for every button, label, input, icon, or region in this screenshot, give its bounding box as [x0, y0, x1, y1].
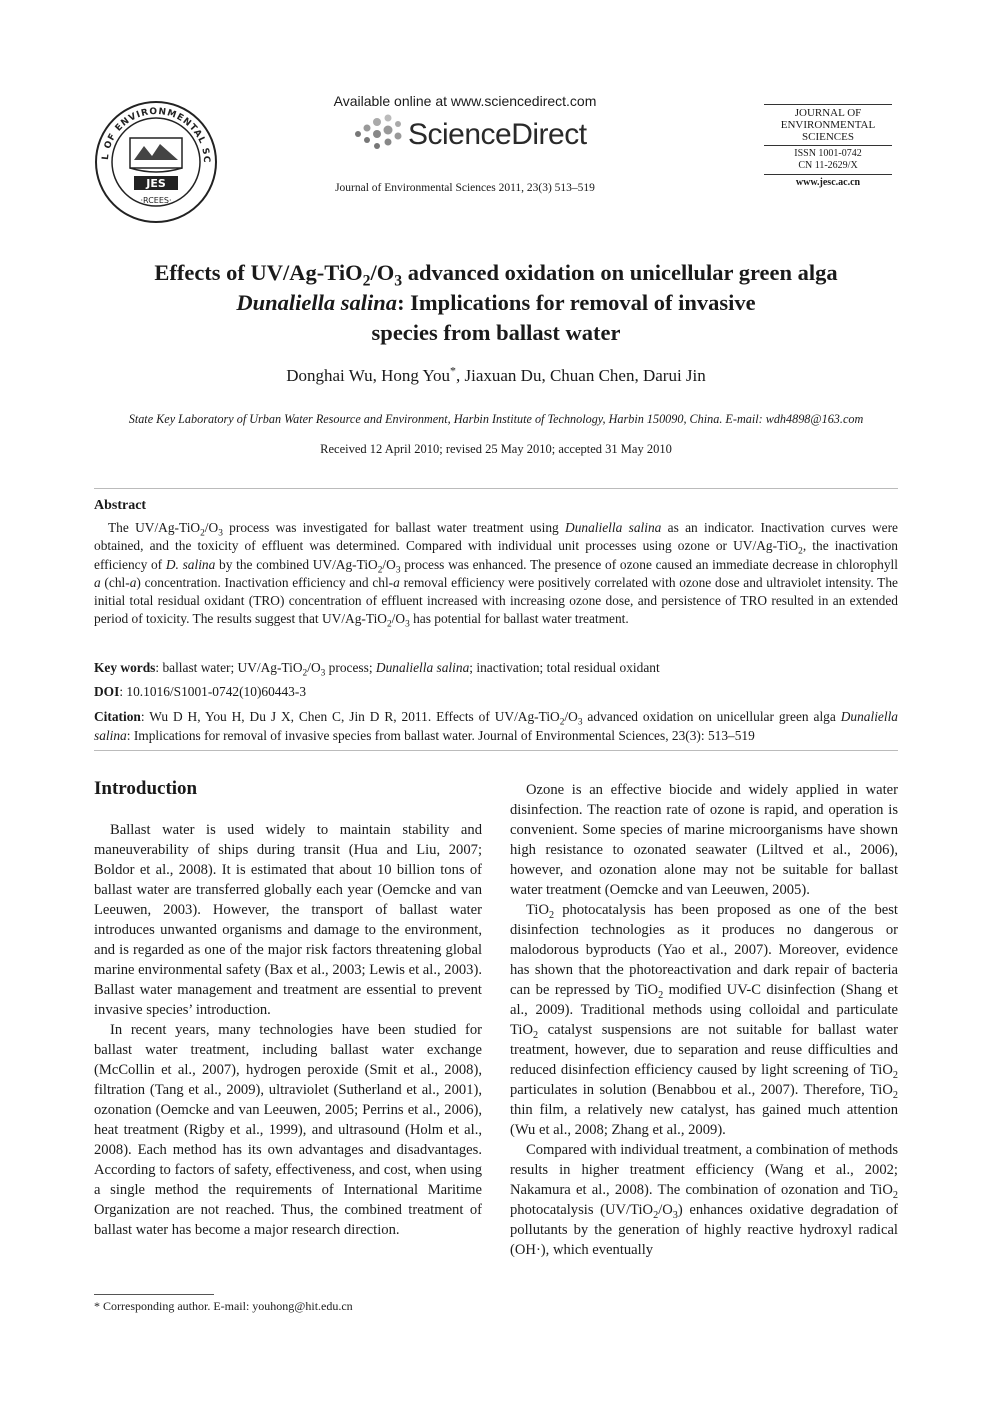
citation: Citation: Wu D H, You H, Du J X, Chen C, Jin D R, 2011. Effects of $UV/Ag-TiO_2/O_3$ advanced oxidation on unicellular green alga Dunaliella salina: Implications for removal of invasive species from ballast water. Journal of Environmental Sciences, 23(3): 513–519	[94, 709, 898, 743]
available-online-text: Available online at www.sciencedirect.com	[333, 93, 597, 109]
abstract-heading: Abstract	[94, 498, 147, 513]
paragraph: In recent years, many technologies have been studied for ballast water treatment, including ballast water exchange (McCollin et al., 2007), hydrogen peroxide (Smit et al., 2008), filtration (Tang et al., 2009), ultraviolet (Sutherland et al., 2001), ozonation (Oemcke and van Leeuwen, 2005; Perrins et al., 2006), heat treatment (Rigby et al., 1999), and ultrasound (Holm et al., 2008). Each method has its own advantages and disadvantages. According to factors of safety, effectiveness, and cost, when using a single method the requirements of International Maritime Organization are not reached. Thus, the combined treatment of ballast water has become a major research direction.	[94, 1022, 482, 1238]
divider-top	[94, 488, 898, 489]
journal-issn: ISSN 1001-0742	[794, 148, 862, 159]
journal-title-box	[764, 104, 892, 189]
affiliation: State Key Laboratory of Urban Water Resource and Environment, Harbin Institute of Technology, Harbin 150090, China. E-mail: wdh4898@163.com	[128, 412, 864, 426]
footnote-corresponding-author: * Corresponding author. E-mail: youhong@hit.edu.cn	[94, 1299, 353, 1313]
sciencedirect-logo	[350, 112, 610, 156]
svg-text:·RCEES·: ·RCEES·	[140, 196, 172, 205]
journal-box-line3: SCIENCES	[802, 131, 854, 143]
received-dates: Received 12 April 2010; revised 25 May 2010; accepted 31 May 2010	[320, 442, 672, 456]
author-list: Donghai Wu, Hong You*, Jiaxuan Du, Chuan Chen, Darui Jin	[286, 363, 706, 385]
paragraph: Ozone is an effective biocide and widely applied in water disinfection. The reaction rate of ozone is rapid, and operation is convenient. Some species of marine microorganisms have shown high resistance to ozonated seawater (Liltved et al., 2006), however, and ozonation alone may not be suitable for ballast water treatment (Oemcke and van Leeuwen, 2005).	[510, 782, 898, 898]
svg-text:JOURNAL OF ENVIRONMENTAL SCIEN: L OF ENVIRONMENTAL SC	[100, 106, 212, 164]
journal-box-line1: JOURNAL OF	[794, 107, 862, 119]
journal-cn: CN 11-2629/X	[798, 160, 858, 171]
footnote-rule	[94, 1294, 214, 1295]
journal-seal-logo	[94, 100, 218, 224]
journal-reference: Journal of Environmental Sciences 2011, 23(3) 513–519	[335, 182, 595, 194]
abstract-text: The $UV/Ag-TiO_2/O_3$ process was investigated for ballast water treatment using Dunaliella salina as an indicator. Inactivation curves were obtained, and the toxicity of effluent was determined. Compared with individual unit processes using ozone or UV/Ag-TiO$_2$, the inactivation efficiency of D. salina by the combined $UV/Ag-TiO_2/O_3$ process was enhanced. The presence of ozone caused an immediate decrease in chlorophyll a (chl-a) concentration. Inactivation efficiency and chl-a removal efficiency were positively correlated with ozone dose and ultraviolet intensity. The initial total residual oxidant (TRO) concentration of effluent increased with increasing ozone dose, and persistence of TRO resulted in an extended period of toxicity. The results suggest that $UV/Ag-TiO_2/O_3$ has potential for ballast water treatment.	[94, 520, 898, 631]
article-title: Effects of $UV/Ag-TiO_2/O_3$ advanced oxidation on unicellular green alga Dunaliella salina: Implications for removal of invasive species from ballast water	[154, 260, 838, 345]
body-column-left	[94, 820, 482, 1240]
sciencedirect-dots-icon	[350, 112, 410, 156]
section-heading-introduction: Introduction	[94, 778, 198, 799]
journal-box-line2: ENVIRONMENTAL	[780, 119, 876, 131]
svg-text:JES: JES	[146, 177, 166, 190]
journal-url: www.jesc.ac.cn	[795, 177, 861, 188]
divider-body	[94, 750, 898, 751]
sciencedirect-wordmark: ScienceDirect	[408, 118, 587, 151]
doi: DOI: 10.1016/S1001-0742(10)60443-3	[94, 684, 307, 699]
paragraph: Compared with individual treatment, a combination of methods results in higher treatment efficiency (Wang et al., 2002; Nakamura et al., 2008). The combination of ozonation and TiO$_2$ photocatalysis $(UV/TiO_2/O_3)$ enhances oxidative degradation of pollutants by the generation of highly reactive hydroxyl radical (OH·), which eventually	[510, 1142, 898, 1258]
paragraph: TiO$_2$ photocatalysis has been proposed as one of the best disinfection technologies as it produces no dangerous or malodorous byproducts (Yao et al., 2007). Moreover, evidence has shown that the photoreactivation and dark repair of bacteria can be repressed by TiO$_2$ modified UV-C disinfection (Shang et al., 2009). Traditional methods using colloidal and particulate TiO$_2$ catalyst suspensions are not suitable for ballast water treatment, however, due to separation and reuse difficulties and reduced disinfection efficiency caused by light screening of TiO$_2$ particulates in solution (Benabbou et al., 2007). Therefore, TiO$_2$ thin film, a relatively new catalyst, has gained much attention (Wu et al., 2008; Zhang et al., 2009).	[510, 902, 898, 1138]
paragraph: Ballast water is used widely to maintain stability and maneuverability of ships during transit (Hua and Liu, 2007; Boldor et al., 2008). It is estimated that about 10 billion tons of ballast water are transferred globally each year (Oemcke and van Leeuwen, 2003). However, the transport of ballast water introduces unwanted organisms and damage to the environment, and is regarded as one of the major risk factors threatening global marine environmental safety (Bax et al., 2003; Lewis et al., 2003). Ballast water management and treatment are essential to prevent invasive species’ introduction.	[94, 822, 482, 1018]
body-column-right	[510, 780, 898, 1260]
keywords: Key words: ballast water; $UV/Ag-TiO_2/O_3$ process; Dunaliella salina; inactivation; total residual oxidant	[94, 660, 660, 679]
